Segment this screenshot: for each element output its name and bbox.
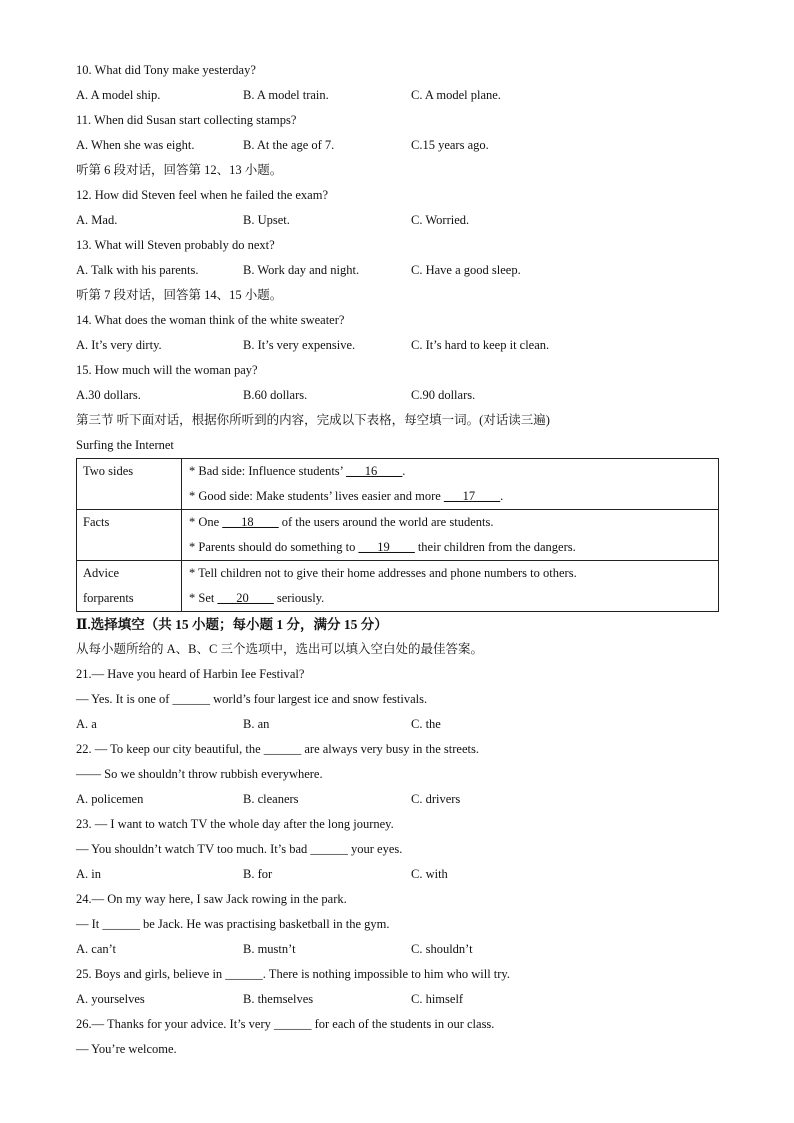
row-content-cell (182, 459, 719, 510)
option-c[interactable]: C. It’s hard to keep it clean. (411, 338, 550, 352)
question-15-options (76, 383, 720, 408)
row-label-cell (77, 561, 182, 612)
option-c[interactable]: C. Worried. (411, 213, 470, 227)
table-row-advice (77, 561, 719, 612)
option-a[interactable]: A. in (76, 867, 101, 881)
question-10-stem: 10. What did Tony make yesterday? (76, 63, 256, 77)
option-a[interactable]: A. can’t (76, 942, 117, 956)
question-26-line-1: 26.— Thanks for your advice. It’s very ______ for each of the students in our class. (76, 1017, 495, 1031)
text: . (402, 464, 406, 478)
section-7-instruction: 听第 7 段对话，回答第 14、15 小题。 (76, 288, 283, 302)
answer-blank-19[interactable]: ___19____ (358, 540, 415, 554)
option-a[interactable]: A. It’s very dirty. (76, 338, 162, 352)
option-b[interactable]: B. A model train. (243, 88, 329, 102)
question-12-stem: 12. How did Steven feel when he failed the exam? (76, 188, 328, 202)
question-21-options (76, 712, 720, 737)
table-title: Surfing the Internet (76, 438, 174, 452)
row-content-cell (182, 510, 719, 561)
option-b[interactable]: B. themselves (243, 992, 314, 1006)
row-label-cell (77, 510, 182, 561)
question-23-line-1: 23. — I want to watch TV the whole day after the long journey. (76, 817, 394, 831)
text: * Good side: Make students’ lives easier and more (189, 489, 444, 503)
text: * Parents should do something to (189, 540, 359, 554)
option-b[interactable]: B. mustn’t (243, 942, 296, 956)
question-11-options (76, 133, 720, 158)
question-13-stem: 13. What will Steven probably do next? (76, 238, 275, 252)
row-content-cell (182, 561, 719, 612)
option-b[interactable]: B. cleaners (243, 792, 299, 806)
question-24-line-2: — It ______ be Jack. He was practising basketball in the gym. (76, 917, 390, 931)
text: . (500, 489, 504, 503)
question-24-options (76, 937, 720, 962)
bad-side-line (189, 459, 718, 484)
option-c[interactable]: C. shouldn’t (411, 942, 473, 956)
option-c[interactable]: C. the (411, 717, 441, 731)
option-b[interactable]: B. It’s very expensive. (243, 338, 356, 352)
option-b[interactable]: B. Upset. (243, 213, 290, 227)
option-c[interactable]: C.90 dollars. (411, 388, 476, 402)
text: * Bad side: Influence students’ (189, 464, 347, 478)
question-26-line-2: — You’re welcome. (76, 1042, 177, 1056)
text: seriously. (273, 591, 325, 605)
option-b[interactable]: B. for (243, 867, 273, 881)
answer-blank-18[interactable]: ___18____ (222, 515, 279, 529)
table-row-facts (77, 510, 719, 561)
table-row-two-sides (77, 459, 719, 510)
surfing-table (76, 458, 719, 612)
good-side-line (189, 484, 718, 509)
option-c[interactable]: C. Have a good sleep. (411, 263, 521, 277)
option-c[interactable]: C. drivers (411, 792, 461, 806)
question-15-stem: 15. How much will the woman pay? (76, 363, 258, 377)
row-label: Facts (83, 515, 110, 529)
option-a[interactable]: A. policemen (76, 792, 144, 806)
text: * Set (189, 591, 218, 605)
part-2-instruction: 从每小题所给的 A、B、C 三个选项中，选出可以填入空白处的最佳答案。 (76, 642, 483, 656)
question-14-options (76, 333, 720, 358)
section-6-instruction: 听第 6 段对话，回答第 12、13 小题。 (76, 163, 283, 177)
option-a[interactable]: A. Mad. (76, 213, 118, 227)
question-21-line-1: 21.— Have you heard of Harbin Iee Festival? (76, 667, 305, 681)
question-25-options (76, 987, 720, 1012)
option-b[interactable]: B. Work day and night. (243, 263, 360, 277)
option-b[interactable]: B. an (243, 717, 270, 731)
option-a[interactable]: A.30 dollars. (76, 388, 141, 402)
option-b[interactable]: B. At the age of 7. (243, 138, 335, 152)
option-a[interactable]: A. A model ship. (76, 88, 161, 102)
answer-blank-16[interactable]: ___16____ (346, 464, 403, 478)
facts-line-2 (189, 535, 718, 560)
facts-line-1 (189, 510, 718, 535)
option-a[interactable]: A. Talk with his parents. (76, 263, 199, 277)
advice-line-2 (189, 586, 718, 611)
question-12-options (76, 208, 720, 233)
question-22-line-2: —— So we shouldn’t throw rubbish everywhere. (76, 767, 323, 781)
option-c[interactable]: C.15 years ago. (411, 138, 489, 152)
question-10-options (76, 83, 720, 108)
text: of the users around the world are students. (278, 515, 494, 529)
question-14-stem: 14. What does the woman think of the white sweater? (76, 313, 345, 327)
question-22-line-1: 22. — To keep our city beautiful, the ______ are always very busy in the streets. (76, 742, 479, 756)
option-c[interactable]: C. with (411, 867, 448, 881)
text: their children from the dangers. (414, 540, 576, 554)
answer-blank-20[interactable]: ___20____ (217, 591, 274, 605)
text: * One (189, 515, 223, 529)
option-a[interactable]: A. When she was eight. (76, 138, 195, 152)
part-3-instruction: 第三节 听下面对话，根据你所听到的内容，完成以下表格，每空填一词。(对话读三遍) (76, 413, 550, 427)
option-c[interactable]: C. himself (411, 992, 464, 1006)
row-label-line-1: Advice (83, 566, 120, 580)
question-22-options (76, 787, 720, 812)
row-label-line-2: forparents (83, 591, 134, 605)
option-a[interactable]: A. a (76, 717, 97, 731)
option-c[interactable]: C. A model plane. (411, 88, 501, 102)
row-label: Two sides (83, 464, 134, 478)
exam-page (76, 58, 720, 1062)
question-13-options (76, 258, 720, 283)
row-label-cell (77, 459, 182, 510)
question-23-options (76, 862, 720, 887)
option-b[interactable]: B.60 dollars. (243, 388, 308, 402)
question-11-stem: 11. When did Susan start collecting stamps? (76, 113, 297, 127)
answer-blank-17[interactable]: ___17____ (443, 489, 501, 503)
part-2-title: Ⅱ.选择填空（共 15 小题；每小题 1 分，满分 15 分） (76, 617, 388, 632)
question-21-line-2: — Yes. It is one of ______ world’s four largest ice and snow festivals. (76, 692, 428, 706)
question-25-line-1: 25. Boys and girls, believe in ______. There is nothing impossible to him who will try. (76, 967, 510, 981)
question-23-line-2: — You shouldn’t watch TV too much. It’s bad ______ your eyes. (76, 842, 403, 856)
question-24-line-1: 24.— On my way here, I saw Jack rowing in the park. (76, 892, 347, 906)
advice-line-1: * Tell children not to give their home addresses and phone numbers to others. (189, 566, 577, 580)
option-a[interactable]: A. yourselves (76, 992, 145, 1006)
